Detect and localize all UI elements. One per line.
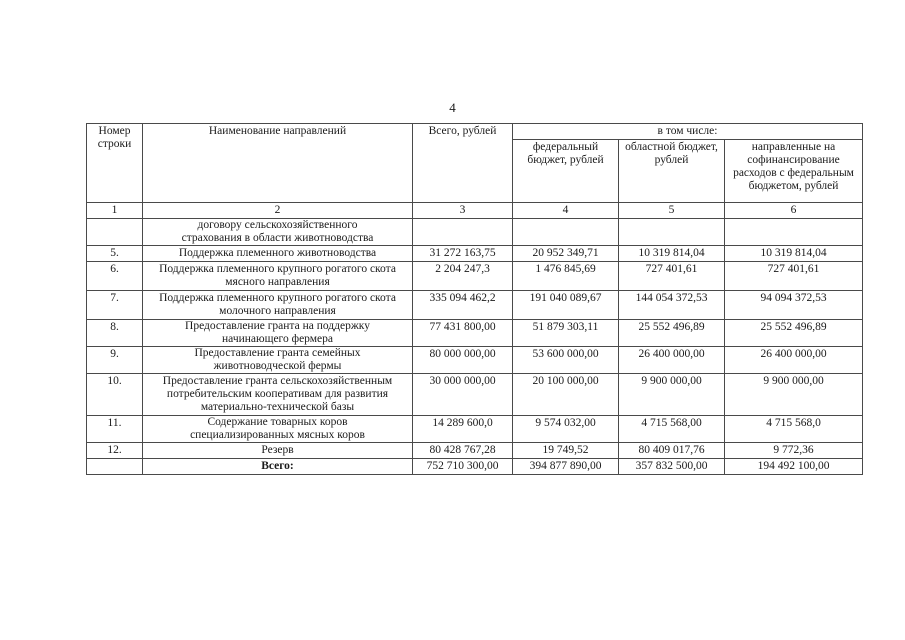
row-name: Резерв: [143, 443, 413, 459]
header-regional: областной бюджет, рублей: [619, 140, 725, 203]
table-row: [87, 347, 863, 374]
row-number: 6.: [87, 262, 143, 291]
row-regional: 144 054 372,53: [619, 291, 725, 320]
row-name: Поддержка племенного крупного рогатого скота молочного направления: [143, 291, 413, 320]
total-row: [87, 459, 863, 475]
row-federal: [513, 219, 619, 246]
row-name: Предоставление гранта на поддержку начинающего фермера: [143, 320, 413, 347]
row-number: [87, 219, 143, 246]
row-regional: 80 409 017,76: [619, 443, 725, 459]
row-cofinance: 9 900 000,00: [725, 374, 863, 416]
header-federal: федеральный бюджет, рублей: [513, 140, 619, 203]
row-total: 14 289 600,0: [413, 416, 513, 443]
table-row: [87, 219, 863, 246]
table-row: [87, 320, 863, 347]
row-cofinance: 9 772,36: [725, 443, 863, 459]
row-number: 7.: [87, 291, 143, 320]
row-number: 9.: [87, 347, 143, 374]
row-regional: 10 319 814,04: [619, 246, 725, 262]
row-number: 11.: [87, 416, 143, 443]
column-number: 5: [619, 203, 725, 219]
row-regional: [619, 219, 725, 246]
table-row: [87, 374, 863, 416]
row-cofinance: [725, 219, 863, 246]
row-total: 77 431 800,00: [413, 320, 513, 347]
budget-table: [86, 123, 863, 475]
row-total: 2 204 247,3: [413, 262, 513, 291]
total-row-number: [87, 459, 143, 475]
header-row-1: [87, 124, 863, 140]
row-name: Содержание товарных коров специализированных мясных коров: [143, 416, 413, 443]
row-regional: 26 400 000,00: [619, 347, 725, 374]
header-name: Наименование направлений: [143, 124, 413, 203]
total-cofinance: 194 492 100,00: [725, 459, 863, 475]
row-federal: 53 600 000,00: [513, 347, 619, 374]
row-number: 10.: [87, 374, 143, 416]
row-federal: 191 040 089,67: [513, 291, 619, 320]
row-cofinance: 4 715 568,0: [725, 416, 863, 443]
header-total: Всего, рублей: [413, 124, 513, 203]
row-federal: 19 749,52: [513, 443, 619, 459]
row-number: 5.: [87, 246, 143, 262]
row-federal: 1 476 845,69: [513, 262, 619, 291]
row-number: 8.: [87, 320, 143, 347]
row-cofinance: 10 319 814,04: [725, 246, 863, 262]
column-number: 4: [513, 203, 619, 219]
row-total: 80 428 767,28: [413, 443, 513, 459]
header-cofinance: направленные на софинансирование расходов с федеральным бюджетом, рублей: [725, 140, 863, 203]
total-label: Всего:: [143, 459, 413, 475]
row-name: Поддержка племенного крупного рогатого скота мясного направления: [143, 262, 413, 291]
column-number-row: [87, 203, 863, 219]
row-number: 12.: [87, 443, 143, 459]
table-row: [87, 443, 863, 459]
row-cofinance: 26 400 000,00: [725, 347, 863, 374]
table-row: [87, 262, 863, 291]
row-name: Поддержка племенного животноводства: [143, 246, 413, 262]
row-regional: 4 715 568,00: [619, 416, 725, 443]
row-name: Предоставление гранта семейных животноводческой фермы: [143, 347, 413, 374]
column-number: 1: [87, 203, 143, 219]
row-name: договору сельскохозяйственного страхования в области животноводства: [143, 219, 413, 246]
row-federal: 20 100 000,00: [513, 374, 619, 416]
page-number: 4: [449, 100, 456, 115]
row-total: 31 272 163,75: [413, 246, 513, 262]
column-number: 2: [143, 203, 413, 219]
table-row: [87, 416, 863, 443]
row-regional: 9 900 000,00: [619, 374, 725, 416]
row-total: [413, 219, 513, 246]
total-all: 752 710 300,00: [413, 459, 513, 475]
column-number: 6: [725, 203, 863, 219]
header-row-number: Номер строки: [87, 124, 143, 203]
row-cofinance: 94 094 372,53: [725, 291, 863, 320]
column-number: 3: [413, 203, 513, 219]
row-federal: 9 574 032,00: [513, 416, 619, 443]
row-federal: 51 879 303,11: [513, 320, 619, 347]
row-total: 80 000 000,00: [413, 347, 513, 374]
table-row: [87, 291, 863, 320]
row-cofinance: 25 552 496,89: [725, 320, 863, 347]
row-name: Предоставление гранта сельскохозяйственным потребительским кооперативам для развития материально-технической базы: [143, 374, 413, 416]
row-cofinance: 727 401,61: [725, 262, 863, 291]
table-row: [87, 246, 863, 262]
header-including: в том числе:: [513, 124, 863, 140]
row-regional: 727 401,61: [619, 262, 725, 291]
total-federal: 394 877 890,00: [513, 459, 619, 475]
row-regional: 25 552 496,89: [619, 320, 725, 347]
row-total: 335 094 462,2: [413, 291, 513, 320]
total-regional: 357 832 500,00: [619, 459, 725, 475]
row-federal: 20 952 349,71: [513, 246, 619, 262]
row-total: 30 000 000,00: [413, 374, 513, 416]
